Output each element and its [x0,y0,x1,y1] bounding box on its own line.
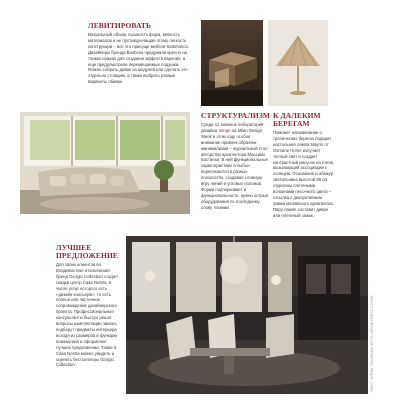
coffee-table-photo [201,20,263,106]
photo-credit-caption [370,242,378,392]
structuralism-text-start: Среди 12 новинок лабораторий дизайна [201,122,264,133]
structuralism-text [201,122,269,230]
shores-text: Поможет напоминание о тропических берегах подарит настольная лампа Mayrin от Osmane Home излучает теплый свет и создает контрастный рисунок на стене, вызывающий ассоциации с солнцем. Основание и абажур светильника высотой 89 см отделаны плетеными волокнами песочного цвета – отсылка к декоративным грамм малайского архипелага. Пару лампе составит диван или плетеный гамак. [273,130,335,218]
luxury-interior-photo [126,236,368,394]
best-offer-heading: ЛУЧШЕЕ ПРЕДЛОЖЕНИЕ [56,243,119,260]
levitate-heading: ЛЕВИТИРОВАТЬ [88,21,152,30]
structuralism-heading: СТРУКТУРАЛИЗМ [201,111,271,120]
photo-credit-text: ТЕКСТ: ЕЛЕНА ТИХОНОВА; ФОТО: АРХИВ ПРЕСС-СЛУЖБ [370,295,374,392]
venge-brand-link: Venge [218,127,231,133]
levitate-text: Визуальный объем, пышность форм, мягкость материалов и не противоречащая этому легкость конструкции – все это присуще мебели Salamanca. Дизайнеры бренда Bosbosa придумали кресло на тонких ножках для создания эффекта парения, а еще предусмотрели перемещаемые подушки. Можно собрать диван из модулей или сделать его отдельно стоящим, а также выбрать разные варианты обивки. [88,32,189,85]
table-lamp-photo [268,20,328,106]
best-offer-text: Для своих клиентов во Владивостоке итальянский бренд Giorgio Collection создал скидки центр Casa Nostra, в числе услуг которого есть «дизайн-консьерж», то есть полное или частичное сопровождение дизайнерского проекта. Профессиональные консультанты быстро решат вопросы комплектации заказа, подберут предметы интерьера исходя из размеров и функции помещения и оформляют лучшее предложение. Также в Casa Nostra можно увидеть и оценить бестселлеры Giorgio Collection. [56,262,118,368]
shores-heading: К ДАЛЕКИМ БЕРЕГАМ [273,111,321,128]
living-room-sofa-photo [20,112,190,214]
structuralism-text-end: на Milan Design Week в этом году особое внимание привлек образчик минимализма – журнальный стол авторства архитектора Массимо Кастаньи. В ней функциональные характеристики «глыбы» пересекаются в разных плоскостях, создавая сложную игру линий и угловых изломов. Форма подчеркивает и функциональность: нужно острые оборудования по последнему слову техники. [201,127,269,210]
